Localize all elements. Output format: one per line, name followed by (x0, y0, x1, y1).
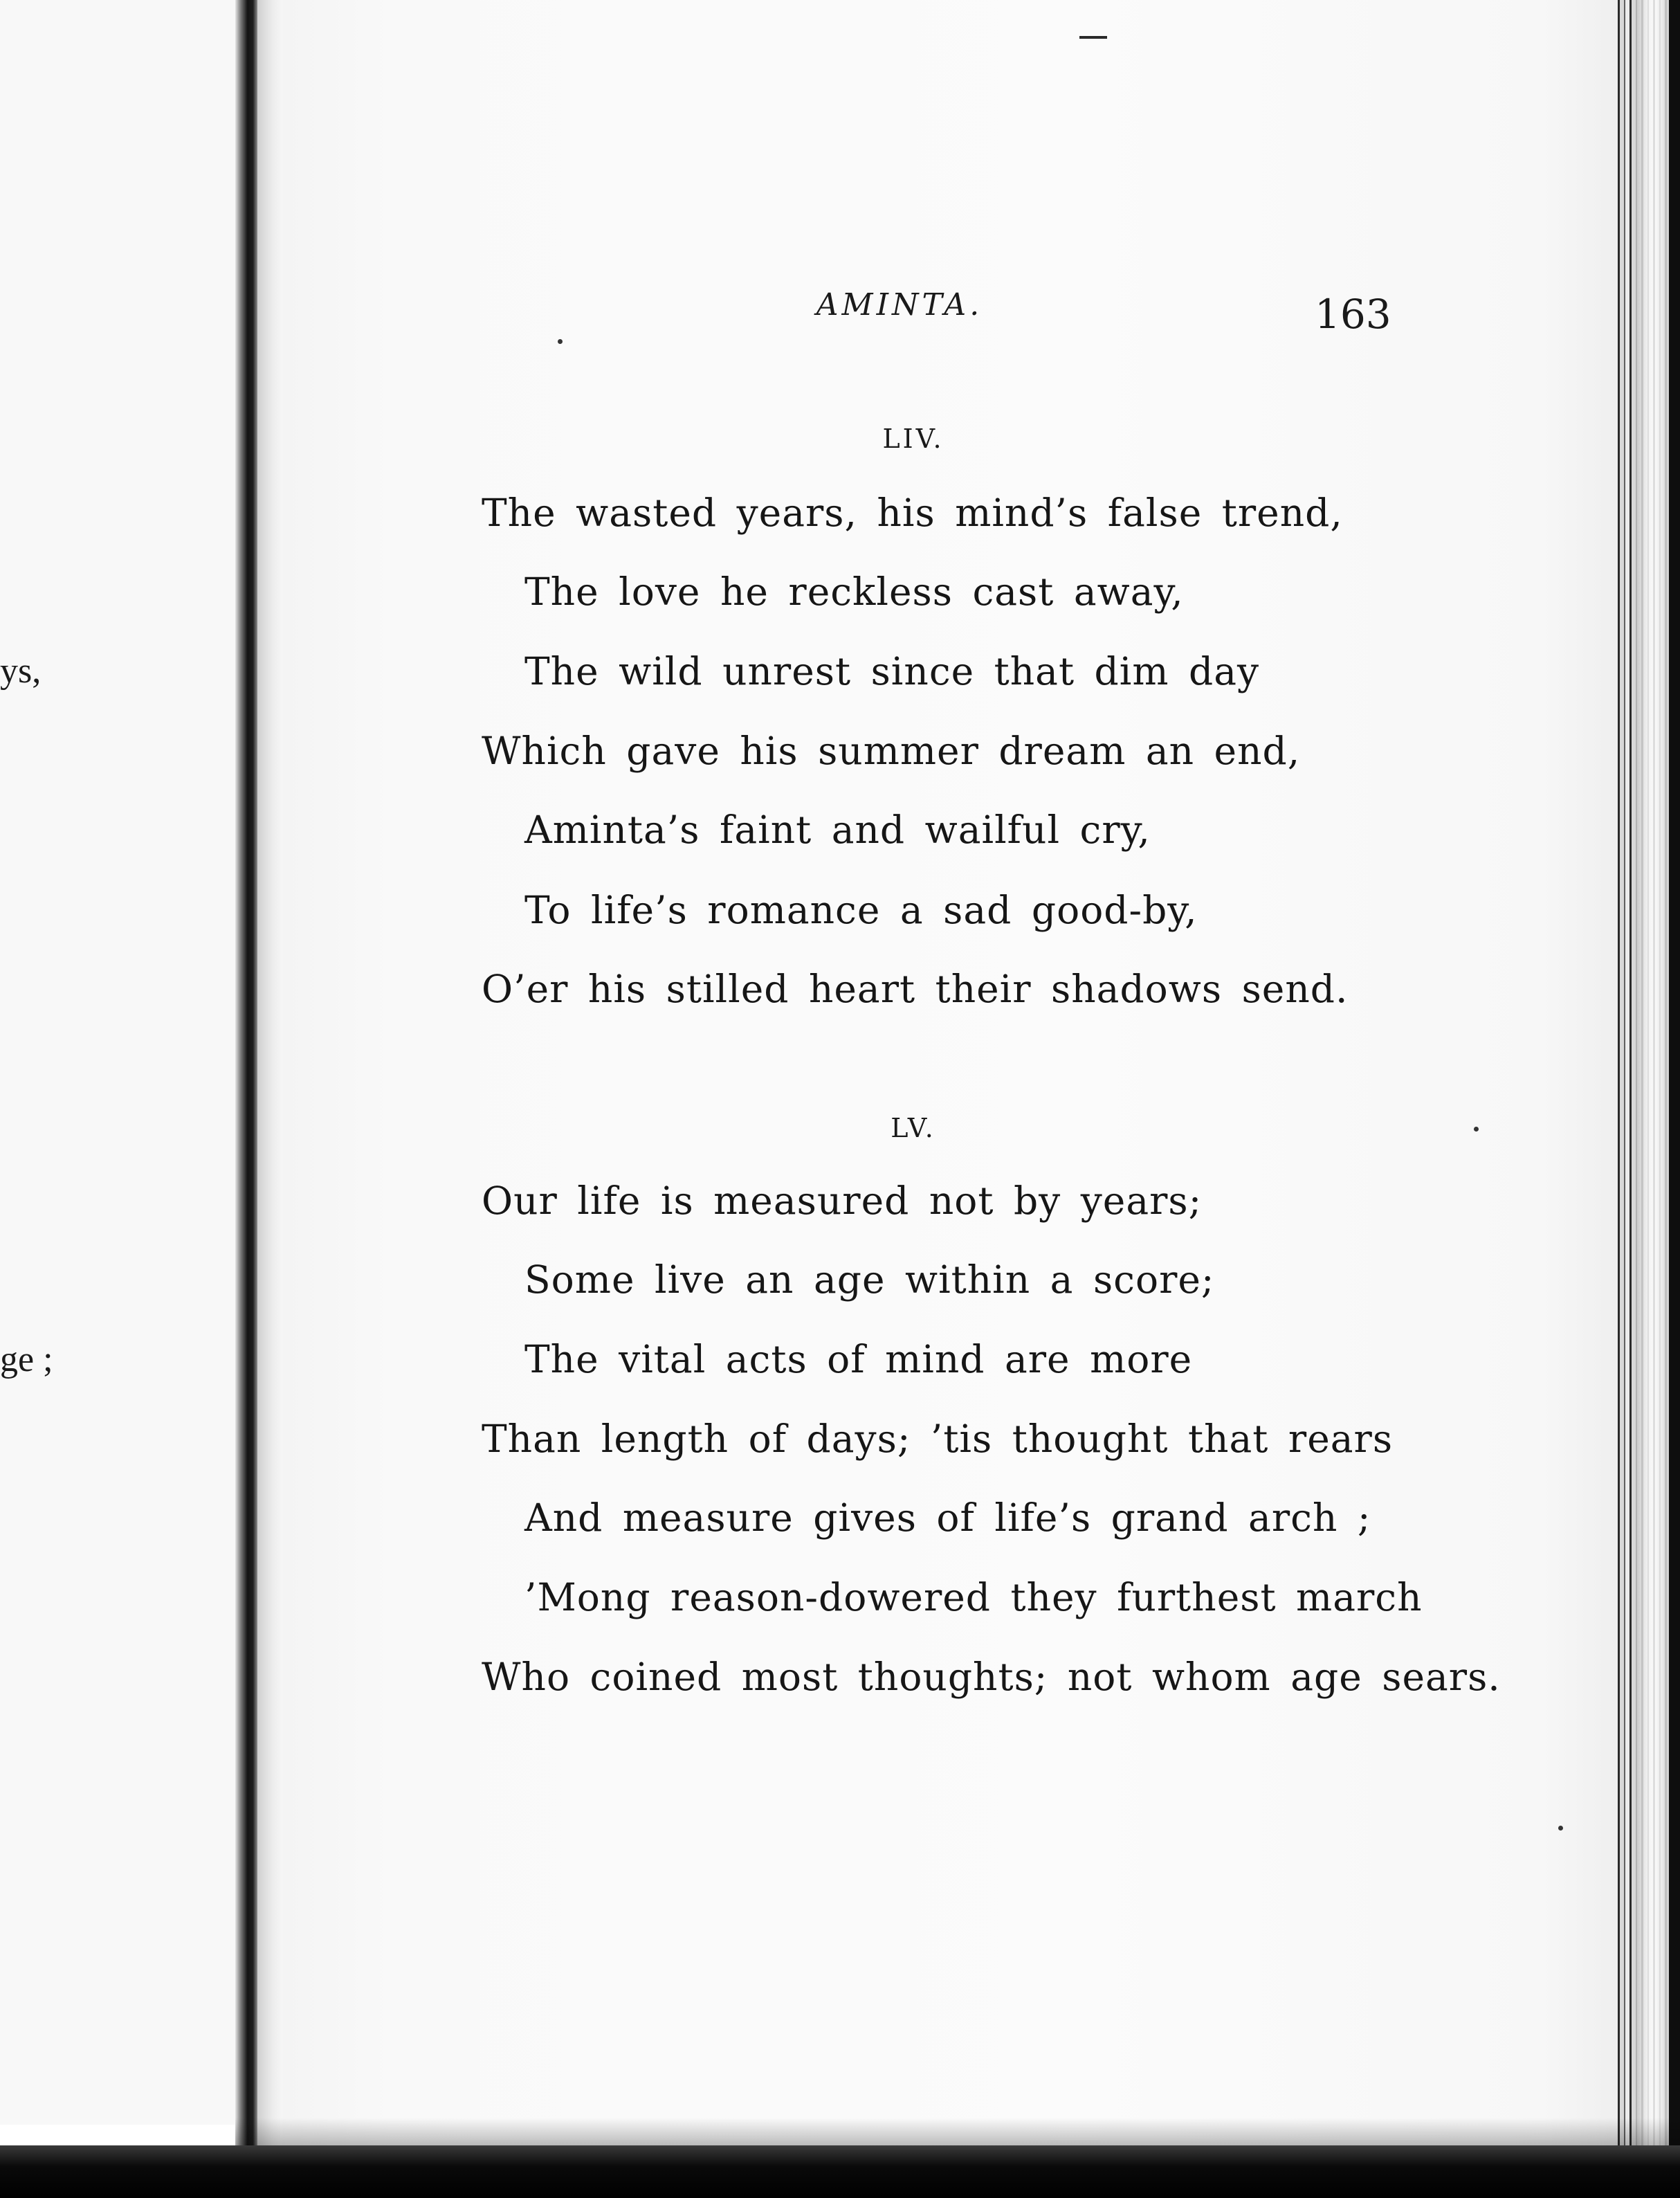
verse-line: The wild unrest since that dim day (524, 649, 1260, 693)
verse-line: To life’s romance a sad good-by, (524, 888, 1198, 932)
verse-line: ’Mong reason-dowered they furthest march (524, 1575, 1423, 1619)
bottom-shadow (235, 2118, 1680, 2145)
verse-line: And measure gives of life’s grand arch ; (524, 1496, 1371, 1540)
top-mark (1079, 36, 1107, 39)
scan-border (1669, 0, 1680, 2198)
page-number: 163 (1315, 291, 1391, 338)
stanza-heading: LIV. (882, 424, 944, 454)
running-head: AMINTA. (816, 287, 983, 323)
left-page-text-fragment: ys, (0, 651, 42, 691)
left-page-text-fragment: ge ; (0, 1340, 53, 1379)
left-page (0, 0, 239, 2125)
scan-border-bottom (0, 2145, 1680, 2198)
stanza-heading: LV. (891, 1113, 936, 1143)
verse-line: The vital acts of mind are more (524, 1337, 1193, 1381)
verse-line: Than length of days; ’tis thought that rears (482, 1417, 1394, 1461)
verse-line: Our life is measured not by years; (482, 1179, 1203, 1223)
scan-speck (1474, 1127, 1479, 1132)
book-gutter (235, 0, 257, 2145)
scan-speck (558, 339, 563, 344)
gutter-shadow (257, 0, 282, 2145)
verse-line: The wasted years, his mind’s false trend, (482, 491, 1343, 535)
scan-speck (1558, 1826, 1563, 1831)
verse-line: Aminta’s faint and wailful cry, (524, 808, 1151, 852)
verse-line: Which gave his summer dream an end, (482, 729, 1301, 773)
page-edge-highlight (1636, 0, 1669, 2198)
verse-line: O’er his stilled heart their shadows send. (482, 967, 1349, 1011)
verse-line: Some live an age within a score; (524, 1257, 1215, 1302)
verse-line: The love he reckless cast away, (524, 570, 1184, 614)
verse-line: Who coined most thoughts; not whom age sears. (482, 1655, 1501, 1699)
